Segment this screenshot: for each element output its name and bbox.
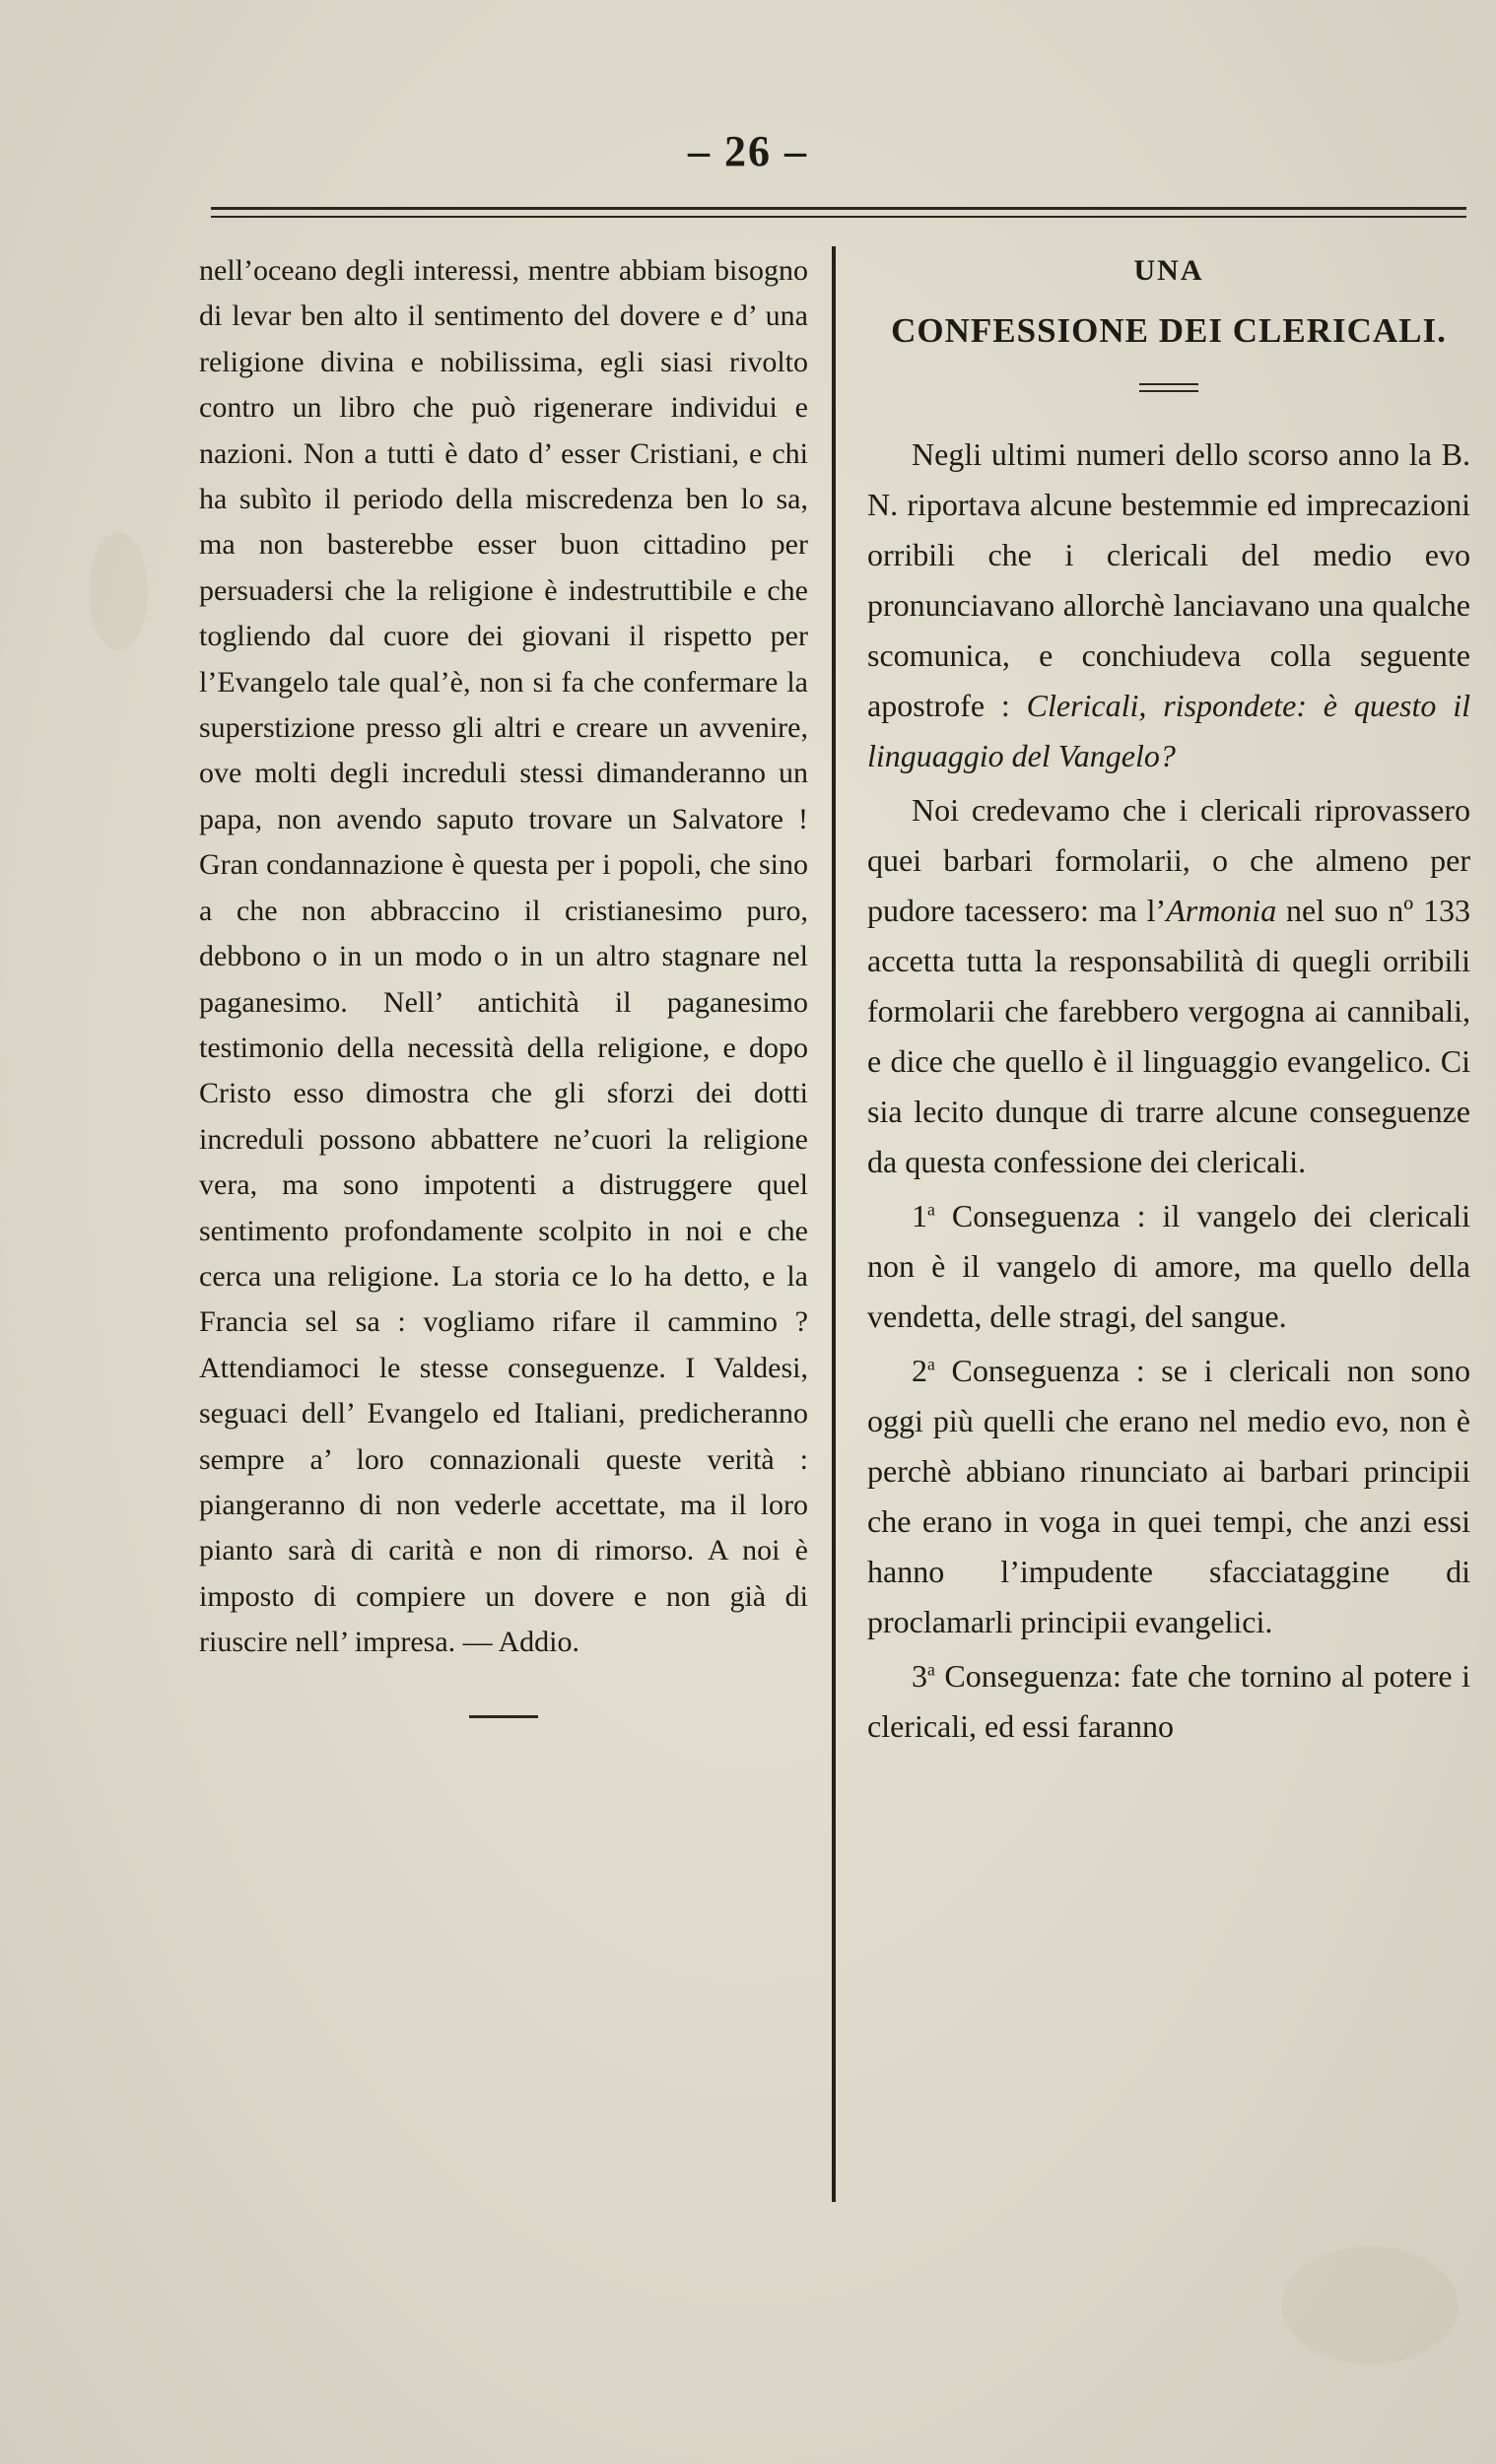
- paragraph-1-text: Negli ultimi numeri dello scorso anno la B. N. riportava alcune bestemmie ed imprecazioni orribili che i clericali del medio evo pronunciavano allorchè lanciavano una qualche scomunica, e conchiudeva colla seguente apostrofe :: [867, 436, 1470, 723]
- left-column: [199, 248, 808, 2120]
- paper-stain: [1281, 2246, 1459, 2364]
- paragraph-2-text-c: nel suo nº 133 accetta tutta la responsabilità di quegli orribili formolarii che farebbero vergogna ai cannibali, e dice che quello è il linguaggio evangelico. Ci sia lecito dunque di trarre alcune conseguenze da questa confessione dei clericali.: [867, 893, 1470, 1179]
- end-of-article-rule: [469, 1715, 538, 1718]
- consequence-1-number: 1: [912, 1198, 927, 1233]
- page-number: – 26 –: [688, 127, 808, 175]
- consequence-3-ordinal: a: [927, 1659, 935, 1680]
- article-title-line1: UNA: [1133, 254, 1204, 287]
- left-column-text: nell’oceano degli interessi, mentre abbiam bisogno di levar ben alto il sentimento del dovere e d’ una religione divina e nobilissima, egli siasi rivolto contro un libro che può rigenerare individui e nazioni. Non a tutti è dato d’ esser Cristiani, e chi ha subìto il periodo della miscredenza ben lo sa, ma non basterebbe esser buon cittadino per persuadersi che la religione è indestruttibile e che togliendo dal cuore dei giovani il rispetto per l’Evangelo tale qual’è, non si fa che confermare la superstizione presso gli altri e creare un avvenire, ove molti degli increduli stessi dimanderanno un papa, non avendo saputo trovare un Salvatore ! Gran condannazione è questa per i popoli, che sino a che non abbraccino il cristianesimo puro, debbono o in un modo o in un altro stagnare nel paganesimo. Nell’ antichità il paganesimo testimonio della necessità della religione, e dopo Cristo esso dimostra che gli sforzi dei dotti increduli possono abbattere ne’cuori la religione vera, ma sono impotenti a distruggere quel sentimento profondamente scolpito in noi e che cerca una religione. La storia ce lo ha detto, e la Francia sel sa : vogliamo rifare il cammino ? Attendiamoci le stesse conseguenze. I Valdesi, seguaci dell’ Evangelo ed Italiani, predicheranno sempre a’ loro connazionali queste verità : piangeranno di non vederle accettate, ma il loro pianto sarà di carità e non di rimorso. A noi è imposto di compiere un dovere e non già di riuscire nell’ impresa. — Addio.: [199, 254, 808, 1659]
- consequence-2-ordinal: a: [927, 1354, 935, 1374]
- paper-stain: [89, 532, 148, 650]
- paragraph-2-text-a: Noi credevamo che i clericali riprovassero quei barbari formolarii, o che almeno per pudore tacessero: ma l’: [867, 792, 1470, 928]
- paragraph-1-quote: Clericali, rispondete: è questo il linguaggio del Vangelo?: [867, 688, 1470, 773]
- consequence-3-number: 3: [912, 1658, 927, 1694]
- paragraph-2-newspaper-name: Armonia: [1166, 893, 1277, 928]
- paragraph-1: [867, 430, 1470, 781]
- consequence-2-text: Conseguenza : se i clericali non sono oggi più quelli che erano nel medio evo, non è perchè abbiano rinunciato ai barbari principii che erano in voga in quei tempi, che anzi essi hanno l’impudente sfacciataggine di proclamarli principii evangelici.: [867, 1353, 1470, 1639]
- title-rule: [1139, 383, 1198, 392]
- consequence-1-text: Conseguenza : il vangelo dei clericali non è il vangelo di amore, ma quello della vendetta, delle stragi, del sangue.: [867, 1198, 1470, 1334]
- paragraph-2: [867, 785, 1470, 1187]
- column-divider: [832, 246, 836, 2202]
- consequence-3: [867, 1651, 1470, 1752]
- right-column: [867, 251, 1470, 2123]
- consequence-2: [867, 1346, 1470, 1647]
- consequence-2-number: 2: [912, 1353, 927, 1388]
- consequence-1: [867, 1191, 1470, 1342]
- header-rule: [211, 207, 1466, 218]
- article-title-line2: CONFESSIONE DEI CLERICALI.: [891, 311, 1447, 350]
- consequence-1-ordinal: a: [927, 1199, 935, 1220]
- consequence-3-text: Conseguenza: fate che tornino al potere i clericali, ed essi faranno: [867, 1658, 1470, 1744]
